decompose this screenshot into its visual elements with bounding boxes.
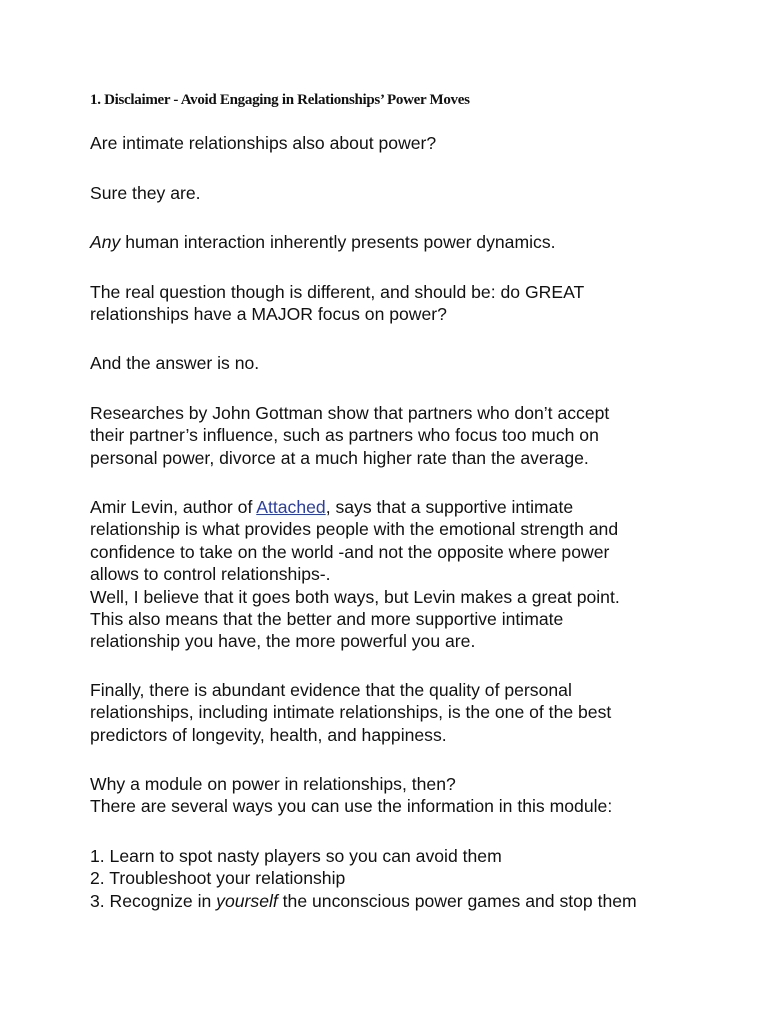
attached-link[interactable]: Attached <box>256 497 326 517</box>
paragraph-line: confidence to take on the world -and not the opposite where power <box>90 541 610 562</box>
paragraph-any-interaction <box>90 231 730 253</box>
paragraph-answer <box>90 182 730 204</box>
section-heading: 1. Disclaimer - Avoid Engaging in Relationships’ Power Moves <box>90 92 470 108</box>
paragraph-line: relationship is what provides people with the emotional strength and <box>90 519 619 540</box>
paragraph-line: Sure they are. <box>90 183 201 203</box>
paragraph-answer-no <box>90 352 730 374</box>
paragraph-line: allows to control relationships-. <box>90 564 331 585</box>
paragraph-line <box>90 496 730 518</box>
paragraph-line <box>90 231 730 253</box>
paragraph-line: Finally, there is abundant evidence that the quality of personal <box>90 680 572 700</box>
paragraph-line: relationships, including intimate relationships, is the one of the best <box>90 702 612 723</box>
paragraph-line: personal power, divorce at a much higher rate than the average. <box>90 447 589 468</box>
list-item-text: the unconscious power games and stop them <box>277 890 637 911</box>
paragraph-line: Well, I believe that it goes both ways, but Levin makes a great point. <box>90 586 620 607</box>
paragraph-text: human interaction inherently presents power dynamics. <box>120 232 556 252</box>
list-item-text: 3. Recognize in <box>90 890 217 911</box>
paragraph-line: The real question though is different, and should be: do GREAT <box>90 282 585 302</box>
paragraph-line: Why a module on power in relationships, then? <box>90 774 456 794</box>
paragraph-line: predictors of longevity, health, and happiness. <box>90 724 447 745</box>
paragraph-line: their partner’s influence, such as partners who focus too much on <box>90 425 599 446</box>
list-item: 2. Troubleshoot your relationship <box>90 868 346 889</box>
paragraph-line: relationship you have, the more powerful you are. <box>90 631 476 652</box>
paragraph-real-question <box>90 281 730 326</box>
paragraph-line: This also means that the better and more supportive intimate <box>90 609 564 630</box>
numbered-list <box>90 845 730 912</box>
paragraph-line: Are intimate relationships also about power? <box>90 133 437 153</box>
emphasis-text: Any <box>90 232 121 252</box>
paragraph-line: relationships have a MAJOR focus on power? <box>90 304 447 325</box>
list-item <box>90 890 730 912</box>
paragraph-gottman <box>90 402 730 469</box>
list-item: 1. Learn to spot nasty players so you can avoid them <box>90 846 502 866</box>
paragraph-evidence <box>90 679 730 746</box>
paragraph-why-module <box>90 773 730 818</box>
paragraph-text: , says that a supportive intimate <box>325 497 574 517</box>
paragraph-line: Researches by John Gottman show that partners who don’t accept <box>90 403 610 423</box>
paragraph-line: And the answer is no. <box>90 353 260 373</box>
paragraph-text: Amir Levin, author of <box>90 497 257 517</box>
paragraph-line: There are several ways you can use the information in this module: <box>90 796 613 817</box>
paragraph-levin <box>90 496 730 653</box>
paragraph-question <box>90 132 730 154</box>
emphasis-text: yourself <box>216 890 278 911</box>
